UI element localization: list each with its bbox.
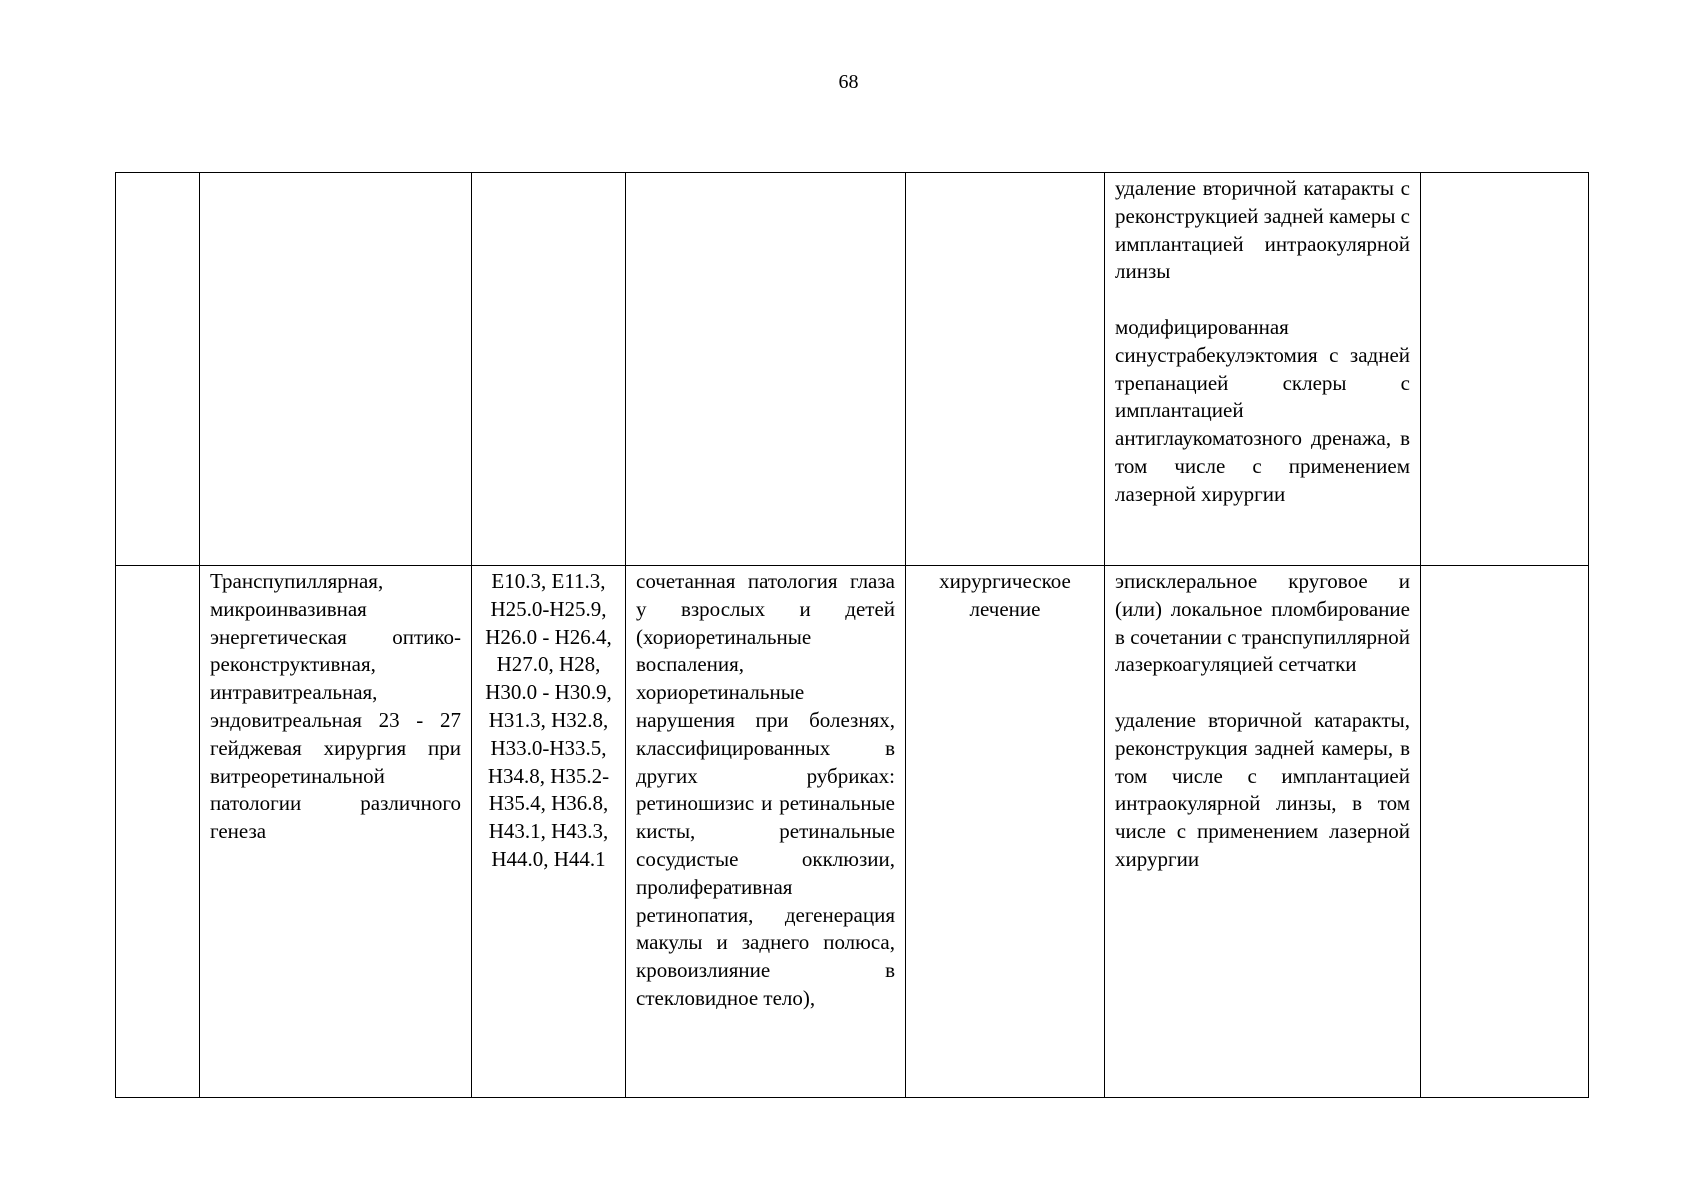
- cell-standard: [1421, 173, 1589, 566]
- treatment-method-paragraph: удаление вторичной катаракты, реконструкция задней камеры, в том числе с имплантацией интраокулярной линзы, в том числе с применением лазерной хирургии: [1115, 707, 1410, 871]
- cell-diagnosis: [626, 173, 906, 566]
- cell-treatment-method: [1105, 566, 1421, 1098]
- table-row: [116, 566, 1589, 1098]
- treatment-method-paragraph: удаление вторичной катаракты с реконструкцией задней камеры с имплантацией интраокулярной линзы: [1115, 176, 1411, 284]
- table-row: [116, 173, 1589, 566]
- cell-icd-codes: [472, 173, 626, 566]
- cell-treatment-type: [906, 173, 1105, 566]
- cell-treatment-method: [1105, 173, 1421, 566]
- cell-icd-codes: E10.3, E11.3, H25.0-H25.9, H26.0 - H26.4, H27.0, H28, H30.0 - H30.9, H31.3, H32.8, H33.0-H33.5, H34.8, H35.2-H35.4, H36.8, H43.1, H43.3, H44.0, H44.1: [472, 566, 626, 1098]
- cell-number: [116, 173, 200, 566]
- cell-standard: [1421, 566, 1589, 1098]
- treatment-method-paragraph: эписклеральное круговое и (или) локальное пломбирование в сочетании с транспупиллярной лазеркоагуляцией сетчатки: [1115, 569, 1410, 677]
- cell-treatment-type: хирургическое лечение: [906, 566, 1105, 1098]
- cell-service-name: [200, 173, 472, 566]
- cell-diagnosis: сочетанная патология глаза у взрослых и детей (хориоретинальные воспаления, хориоретинальные нарушения при болезнях, классифицированных в других рубриках: ретиношизис и ретинальные кисты, ретинальные сосудистые окклюзии, пролиферативная ретинопатия, дегенерация макулы и заднего полюса, кровоизлияние в стекловидное тело),: [626, 566, 906, 1098]
- treatment-method-paragraph: модифицированная синустрабекулэктомия с задней трепанацией склеры с имплантацией антиглаукоматозного дренажа, в том числе с применением лазерной хирургии: [1115, 314, 1410, 506]
- cell-number: [116, 566, 200, 1098]
- medical-services-table: [115, 172, 1589, 1098]
- page-number: 68: [838, 71, 859, 93]
- cell-service-name: Транспупиллярная, микроинвазивная энергетическая оптико-реконструктивная, интравитреальная, эндовитреальная 23 - 27 гейджевая хирургия при витреоретинальной патологии различного генеза: [200, 566, 472, 1098]
